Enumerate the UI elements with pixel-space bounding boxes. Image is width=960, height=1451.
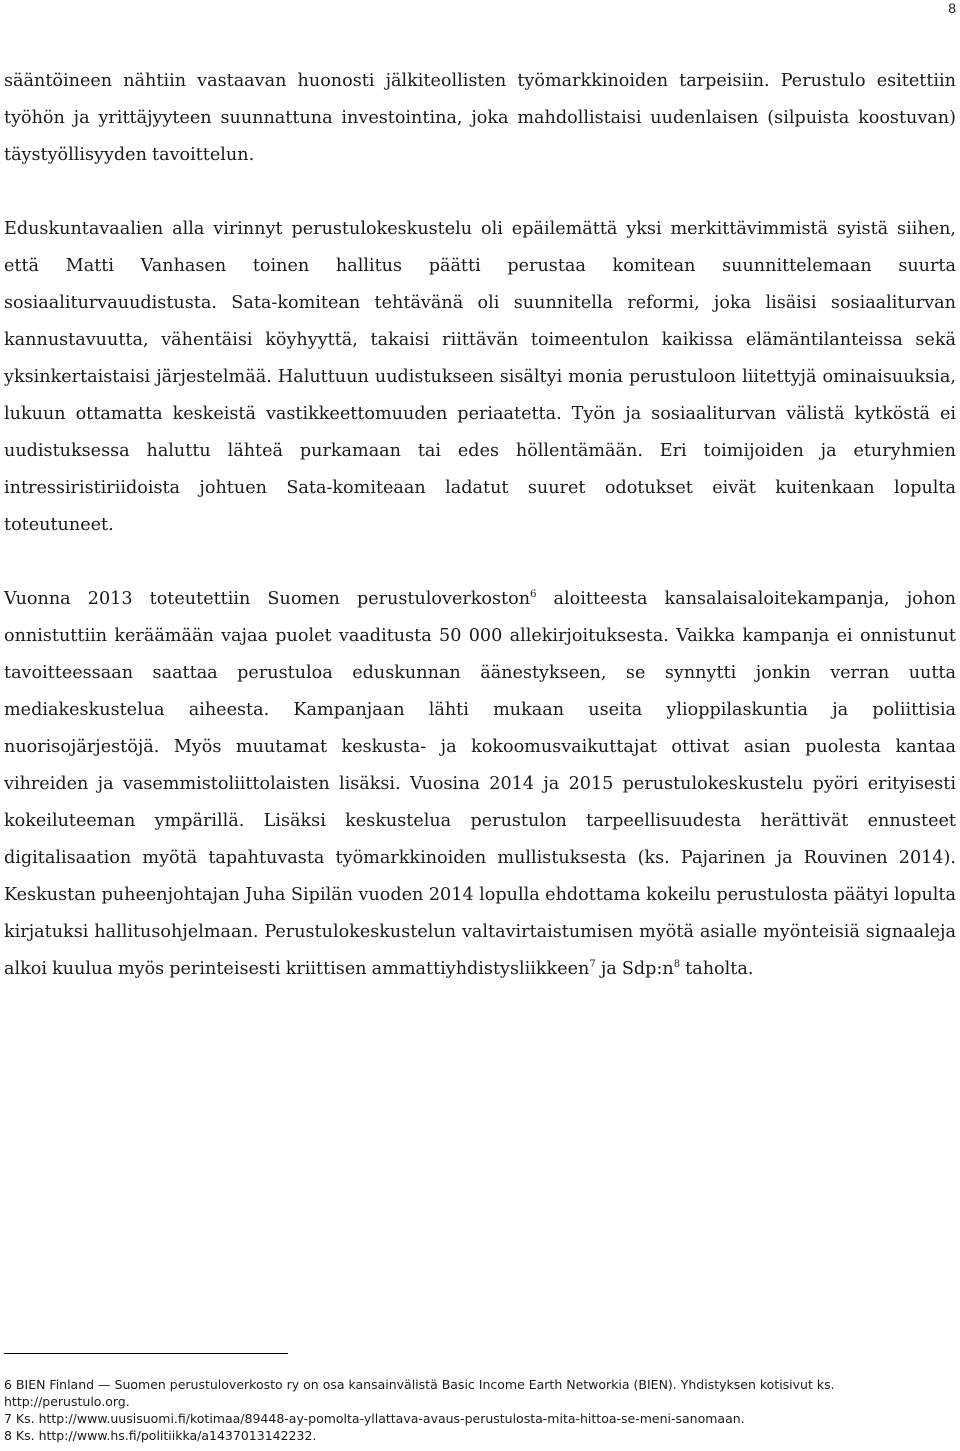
footnote-ref-7[interactable]: 7 <box>589 959 596 970</box>
page-number: 8 <box>948 0 956 16</box>
body-paragraph-1: sääntöineen nähtiin vastaavan huonosti jälkiteollisten työmarkkinoiden tarpeisiin. Perustulo esitettiin työhön ja yrittäjyyteen suunnattuna investointina, joka mahdollistaisi uudenlaisen (silpuista koostuvan) täystyöllisyyden tavoittelun. <box>4 71 956 165</box>
paragraph-text: taholta. <box>680 959 754 979</box>
footnote-8[interactable]: 8 Ks. http://www.hs.fi/politiikka/a1437013142232. <box>4 1428 317 1443</box>
footnote-ref-8[interactable]: 8 <box>673 959 681 970</box>
footnotes <box>4 1376 956 1444</box>
body-paragraph-2: Eduskuntavaalien alla virinnyt perustulokeskustelu oli epäilemättä yksi merkittävimmistä syistä siihen, että Matti Vanhasen toinen hallitus päätti perustaa komitean suunnittelemaan suurta sosiaaliturvauudistusta. Sata-komitean tehtävänä oli suunnitella reformi, joka lisäisi sosiaaliturvan kannustavuutta, vähentäisi köyhyyttä, takaisi riittävän toimeentulon kaikissa elämäntilanteissa sekä yksinkertaistaisi järjestelmää. Haluttuun uudistukseen sisältyi monia perustuloon liitettyjä ominaisuuksia, lukuun ottamatta keskeistä vastikkeettomuuden periaatetta. Työn ja sosiaaliturvan välistä kytköstä ei uudistuksessa haluttu lähteä purkamaan tai edes höllentämään. Eri toimijoiden ja eturyhmien intressiristiriidoista johtuen Sata-komiteaan ladatut suuret odotukset eivät kuitenkaan lopulta toteutuneet. <box>4 219 956 535</box>
footnote-6: 6 BIEN Finland — Suomen perustuloverkosto ry on osa kansainvälistä Basic Income Earth Networkia (BIEN). Yhdistyksen kotisivut ks. <box>4 1377 835 1392</box>
footnote-7[interactable]: 7 Ks. http://www.uusisuomi.fi/kotimaa/89448-ay-pomolta-yllattava-avaus-perustulosta-mita-hittoa-se-meni-sanomaan. <box>4 1411 745 1426</box>
body-paragraph-3 <box>4 581 956 988</box>
footnote-ref-6[interactable]: 6 <box>530 589 537 600</box>
paragraph-text: ja Sdp:n <box>595 959 674 979</box>
footnote-6-link[interactable]: http://perustulo.org. <box>4 1394 130 1409</box>
paragraph-text: Vuonna 2013 toteutettiin Suomen perustuloverkoston <box>4 589 531 609</box>
footnote-separator <box>4 1353 288 1354</box>
paragraph-text: aloitteesta kansalaisaloitekampanja, johon onnistuttiin keräämään vajaa puolet vaaditusta 50 000 allekirjoituksesta. Vaikka kampanja ei onnistunut tavoitteessaan saattaa perustuloa eduskunnan äänestykseen, se synnytti jonkin verran uutta mediakeskustelua aiheesta. Kampanjaan lähti mukaan useita ylioppilaskuntia ja poliittisia nuorisojärjestöjä. Myös muutamat keskusta- ja kokoomusvaikuttajat ottivat asian puolesta kantaa vihreiden ja vasemmistoliittolaisten lisäksi. Vuosina 2014 ja 2015 perustulokeskustelu pyöri erityisesti kokeiluteeman ympärillä. Lisäksi keskustelua perustulon tarpeellisuudesta herättivät ennusteet digitalisaation myötä tapahtuvasta työmarkkinoiden mullistuksesta (ks. Pajarinen ja Rouvinen 2014). Keskustan puheenjohtajan Juha Sipilän vuoden 2014 lopulla ehdottama kokeilu perustulosta päätyi lopulta kirjatuksi hallitusohjelmaan. Perustulokeskustelun valtavirtaistumisen myötä asialle myönteisiä signaaleja alkoi kuulua myös perinteisesti kriittisen ammattiyhdistysliikkeen <box>4 589 956 979</box>
